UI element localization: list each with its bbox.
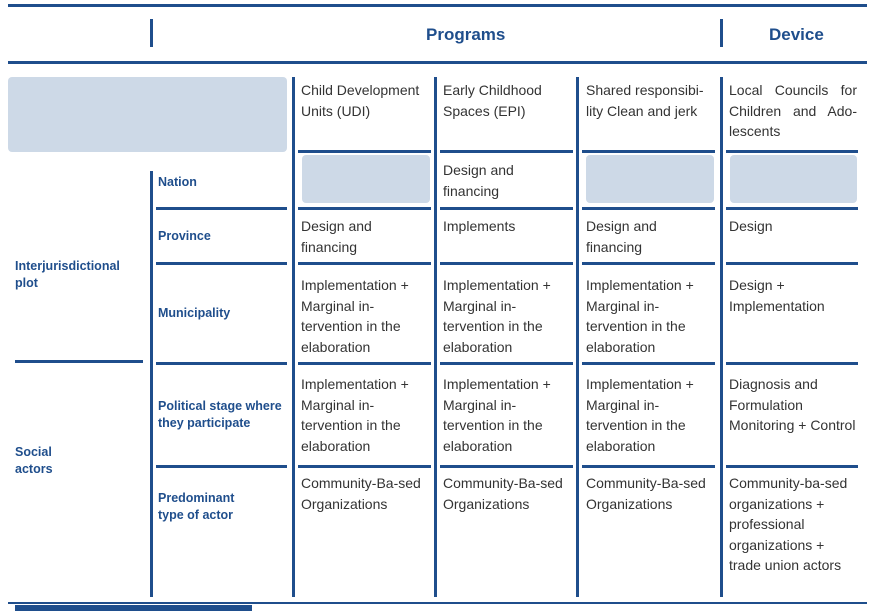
cell-political-shared: Implementation + Marginal in-tervention in the elaboration	[586, 376, 694, 454]
col-divider-3	[576, 77, 579, 597]
rule-province-label	[156, 262, 287, 265]
rule-political-c3	[582, 465, 715, 468]
rule-political-c2	[440, 465, 573, 468]
rule-political-label	[156, 465, 287, 468]
column-header-udi: Child Development Units (UDI)	[301, 82, 420, 119]
row-label-municipality: Municipality	[158, 306, 231, 320]
rule-municipality-c4	[726, 362, 858, 365]
rule-header-c1	[298, 150, 431, 153]
cell-actor-councils: Community-ba-sed organizations + professional organizations + trade union actors	[729, 475, 848, 573]
cell-actor-epi: Community-Ba-sed Organizations	[443, 475, 563, 512]
rule-header-c4	[726, 150, 858, 153]
rule-nation-c2	[440, 207, 573, 210]
rule-province-c1	[298, 262, 431, 265]
group-divider	[15, 360, 143, 363]
cell-political-udi: Implementation + Marginal in-tervention in the elaboration	[301, 376, 409, 454]
group-label-interjurisdictional: Interjurisdictional plot	[15, 259, 120, 290]
cell-municipality-councils: Design + Implementation	[729, 277, 825, 314]
row-label-nation: Nation	[158, 175, 197, 189]
cell-actor-udi: Community-Ba-sed Organizations	[301, 475, 421, 512]
nation-placeholder-udi	[302, 155, 430, 203]
rule-municipality-c1	[298, 362, 431, 365]
column-header-epi: Early Childhood Spaces (EPI)	[443, 82, 542, 119]
cell-actor-shared: Community-Ba-sed Organizations	[586, 475, 706, 512]
rule-political-c4	[726, 465, 858, 468]
rule-nation-c4	[726, 207, 858, 210]
device-header: Device	[769, 25, 824, 44]
rule-nation-c1	[298, 207, 431, 210]
cell-municipality-epi: Implementation + Marginal in-tervention in the elaboration	[443, 277, 551, 355]
bottom-accent-bar	[15, 605, 252, 611]
rule-nation-label	[156, 207, 287, 210]
corner-placeholder	[8, 77, 287, 152]
rule-nation-c3	[582, 207, 715, 210]
cell-province-udi: Design and financing	[301, 218, 372, 255]
cell-municipality-shared: Implementation + Marginal in-tervention in the elaboration	[586, 277, 694, 355]
rule-municipality-c3	[582, 362, 715, 365]
bottom-rule	[8, 602, 867, 604]
cell-municipality-udi: Implementation + Marginal in-tervention in the elaboration	[301, 277, 409, 355]
rule-header-c3	[582, 150, 715, 153]
row-label-political-stage: Political stage where they participate	[158, 399, 282, 430]
header-divider-left	[150, 19, 153, 47]
rule-municipality-c2	[440, 362, 573, 365]
programs-header: Programs	[426, 25, 506, 44]
rule-province-c4	[726, 262, 858, 265]
column-header-local-councils: Local Councils for Children and Ado-lescents	[729, 82, 857, 139]
rule-province-c2	[440, 262, 573, 265]
cell-province-shared: Design and financing	[586, 218, 657, 255]
rule-political-c1	[298, 465, 431, 468]
header-divider-right	[720, 19, 723, 47]
cell-province-councils: Design	[729, 218, 773, 234]
rule-province-c3	[582, 262, 715, 265]
row-label-province: Province	[158, 229, 211, 243]
nation-placeholder-councils	[730, 155, 857, 203]
header-bottom-rule	[8, 61, 867, 64]
rule-municipality-label	[156, 362, 287, 365]
col-divider-1	[292, 77, 295, 597]
column-header-shared-responsibility: Shared responsibi-lity Clean and jerk	[586, 82, 704, 119]
row-label-actor-type: Predominant type of actor	[158, 491, 235, 522]
rule-header-c2	[440, 150, 573, 153]
group-label-social: Social actors	[15, 445, 53, 476]
rowlabel-divider	[150, 171, 153, 597]
col-divider-4	[720, 77, 723, 597]
cell-province-epi: Implements	[443, 218, 516, 234]
col-divider-2	[434, 77, 437, 597]
top-rule	[8, 4, 867, 7]
cell-political-epi: Implementation + Marginal in-tervention in the elaboration	[443, 376, 551, 454]
cell-nation-epi: Design and financing	[443, 162, 514, 199]
nation-placeholder-shared	[586, 155, 714, 203]
cell-political-councils: Diagnosis and Formulation Monitoring + Control	[729, 376, 856, 433]
